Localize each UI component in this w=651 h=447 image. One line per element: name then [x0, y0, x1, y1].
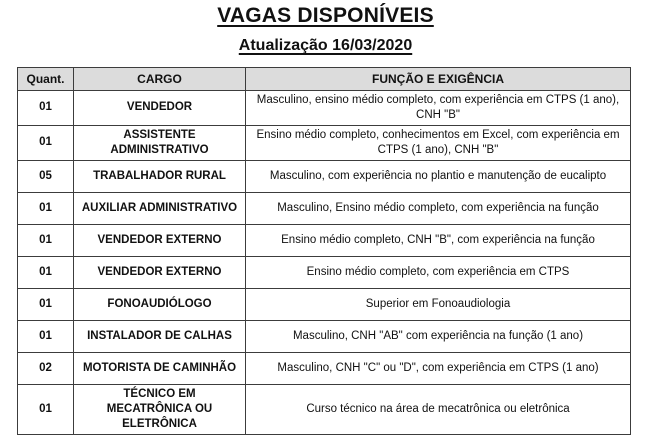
- table-row: [18, 352, 631, 384]
- requirements-cell: Ensino médio completo, com experiência em CTPS: [246, 256, 631, 288]
- quantity-cell: 05: [18, 160, 74, 192]
- table-row: [18, 160, 631, 192]
- quantity-cell: 01: [18, 125, 74, 160]
- table-row: [18, 224, 631, 256]
- job-title-cell: FONOAUDIÓLOGO: [74, 288, 246, 320]
- job-title-cell: TÉCNICO EM MECATRÔNICA OU ELETRÔNICA: [74, 384, 246, 434]
- table-row: [18, 256, 631, 288]
- job-title-cell: MOTORISTA DE CAMINHÃO: [74, 352, 246, 384]
- requirements-cell: Masculino, CNH "C" ou "D", com experiência em CTPS (1 ano): [246, 352, 631, 384]
- quantity-cell: 01: [18, 288, 74, 320]
- table-row: [18, 192, 631, 224]
- quantity-cell: 01: [18, 256, 74, 288]
- quantity-cell: 01: [18, 224, 74, 256]
- requirements-cell: Masculino, ensino médio completo, com experiência em CTPS (1 ano), CNH "B": [246, 91, 631, 126]
- header-funcao: FUNÇÃO E EXIGÊNCIA: [246, 68, 631, 91]
- requirements-cell: Ensino médio completo, CNH "B", com experiência na função: [246, 224, 631, 256]
- requirements-cell: Ensino médio completo, conhecimentos em Excel, com experiência em CTPS (1 ano), CNH "B": [246, 125, 631, 160]
- table-row: [18, 91, 631, 126]
- job-title-cell: AUXILIAR ADMINISTRATIVO: [74, 192, 246, 224]
- page-title: VAGAS DISPONÍVEIS: [217, 4, 434, 27]
- header-cargo: CARGO: [74, 68, 246, 91]
- update-date-subtitle: Atualização 16/03/2020: [238, 37, 413, 54]
- requirements-cell: Curso técnico na área de mecatrônica ou eletrônica: [246, 384, 631, 434]
- job-title-cell: VENDEDOR: [74, 91, 246, 126]
- job-title-cell: INSTALADOR DE CALHAS: [74, 320, 246, 352]
- job-title-cell: ASSISTENTE ADMINISTRATIVO: [74, 125, 246, 160]
- quantity-cell: 01: [18, 192, 74, 224]
- vacancies-table: [17, 67, 631, 435]
- table-row: [18, 125, 631, 160]
- quantity-cell: 01: [18, 320, 74, 352]
- requirements-cell: Masculino, CNH "AB" com experiência na função (1 ano): [246, 320, 631, 352]
- job-title-cell: TRABALHADOR RURAL: [74, 160, 246, 192]
- table-row: [18, 320, 631, 352]
- quantity-cell: 01: [18, 384, 74, 434]
- table-header-row: [18, 68, 631, 91]
- table-row: [18, 288, 631, 320]
- table-row: [18, 384, 631, 434]
- job-title-cell: VENDEDOR EXTERNO: [74, 224, 246, 256]
- requirements-cell: Masculino, Ensino médio completo, com experiência na função: [246, 192, 631, 224]
- requirements-cell: Superior em Fonoaudiologia: [246, 288, 631, 320]
- job-title-cell: VENDEDOR EXTERNO: [74, 256, 246, 288]
- header-quant: Quant.: [18, 68, 74, 91]
- requirements-cell: Masculino, com experiência no plantio e manutenção de eucalipto: [246, 160, 631, 192]
- quantity-cell: 01: [18, 91, 74, 126]
- quantity-cell: 02: [18, 352, 74, 384]
